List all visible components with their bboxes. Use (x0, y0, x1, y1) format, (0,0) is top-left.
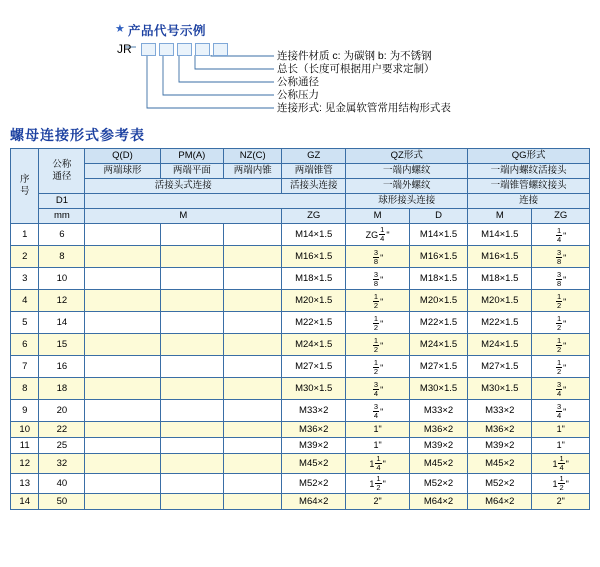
cell-nz-blank (224, 268, 282, 290)
cell-qz-d: M39×2 (468, 438, 532, 454)
cell-gz-zg: $\frac{3}{8}$ " (346, 268, 410, 290)
cell-q-blank (85, 312, 160, 334)
code-box (195, 43, 210, 56)
cell-dn: 14 (39, 312, 85, 334)
cell-gz-m: M52×2 (282, 474, 346, 494)
cell-pm-blank (160, 224, 224, 246)
cell-qz-d: M18×1.5 (468, 268, 532, 290)
cell-gz-zg: ZG $\frac{1}{4}$ " (346, 224, 410, 246)
cell-seq: 8 (11, 378, 39, 400)
cell-nz-blank (224, 474, 282, 494)
header-group-q: Q(D) (85, 149, 160, 164)
cell-qg-m: $\frac{1}{2}$ " (532, 334, 590, 356)
cell-gz-m: M39×2 (282, 438, 346, 454)
cell-nz-blank (224, 290, 282, 312)
cell-qz-d: M14×1.5 (468, 224, 532, 246)
cell-pm-blank (160, 400, 224, 422)
cell-qz-d: M52×2 (468, 474, 532, 494)
cell-dn: 6 (39, 224, 85, 246)
cell-gz-m: M20×1.5 (282, 290, 346, 312)
header-group-qg: QG形式 (468, 149, 590, 164)
cell-seq: 12 (11, 454, 39, 474)
cell-qz-m: M18×1.5 (409, 268, 467, 290)
header-group-pm: PM(A) (160, 149, 224, 164)
cell-dn: 40 (39, 474, 85, 494)
cell-gz-m: M22×1.5 (282, 312, 346, 334)
cell-pm-blank (160, 312, 224, 334)
header-ball-joint-connection: 球形接头连接 (346, 194, 468, 209)
cell-gz-m: M36×2 (282, 422, 346, 438)
table-header-row (11, 209, 590, 224)
cell-dn: 20 (39, 400, 85, 422)
cell-gz-zg: $\frac{1}{2}$ " (346, 312, 410, 334)
cell-gz-zg: $\frac{3}{4}$ " (346, 378, 410, 400)
legend-nominal-pressure: 公称压力 (277, 89, 319, 101)
cell-gz-m: M33×2 (282, 400, 346, 422)
cell-qg-m: $\frac{1}{2}$ " (532, 356, 590, 378)
cell-q-blank (85, 422, 160, 438)
cell-pm-blank (160, 290, 224, 312)
cell-gz-zg: 2" (346, 494, 410, 510)
cell-seq: 7 (11, 356, 39, 378)
cell-nz-blank (224, 422, 282, 438)
cell-q-blank (85, 474, 160, 494)
cell-pm-blank (160, 356, 224, 378)
cell-seq: 11 (11, 438, 39, 454)
cell-qz-d: M24×1.5 (468, 334, 532, 356)
cell-qg-m: $\frac{1}{4}$ " (532, 224, 590, 246)
cell-pm-blank (160, 246, 224, 268)
cell-q-blank (85, 494, 160, 510)
header-dn (39, 149, 85, 194)
star-icon: ★ (115, 23, 125, 35)
table-row (11, 400, 590, 422)
code-box (159, 43, 174, 56)
table-row (11, 246, 590, 268)
header-seq-line2: 号 (19, 186, 30, 197)
cell-qz-m: M52×2 (409, 474, 467, 494)
header-group-qz: QZ形式 (346, 149, 468, 164)
cell-qg-m: $\frac{3}{8}$ " (532, 268, 590, 290)
cell-qz-m: M45×2 (409, 454, 467, 474)
cell-qz-d: M16×1.5 (468, 246, 532, 268)
table-row (11, 454, 590, 474)
cell-gz-m: M18×1.5 (282, 268, 346, 290)
cell-qz-m: M22×1.5 (409, 312, 467, 334)
header-unit-d: D (409, 209, 467, 224)
cell-gz-zg: $\frac{1}{2}$ " (346, 334, 410, 356)
cell-qg-m: 1 $\frac{1}{4}$ " (532, 454, 590, 474)
cell-nz-blank (224, 400, 282, 422)
cell-gz-zg: $\frac{1}{2}$ " (346, 290, 410, 312)
legend-nominal-diameter: 公称通径 (277, 76, 319, 88)
cell-nz-blank (224, 224, 282, 246)
header-pm-desc: 两端平面 (160, 164, 224, 179)
header-unit-m-2: M (346, 209, 410, 224)
header-unit-mm: mm (39, 209, 85, 224)
cell-gz-zg: 1 $\frac{1}{2}$ " (346, 474, 410, 494)
cell-pm-blank (160, 474, 224, 494)
cell-nz-blank (224, 494, 282, 510)
table-row (11, 312, 590, 334)
cell-qg-m: $\frac{3}{4}$ " (532, 400, 590, 422)
legend-material: 连接件材质 c: 为碳钢 b: 为不锈钢 (277, 50, 432, 62)
cell-pm-blank (160, 422, 224, 438)
cell-qz-d: M27×1.5 (468, 356, 532, 378)
cell-dn: 15 (39, 334, 85, 356)
cell-qz-d: M20×1.5 (468, 290, 532, 312)
cell-qg-m: 1" (532, 438, 590, 454)
header-dn-line2: 通径 (52, 171, 72, 182)
cell-qg-m: $\frac{1}{2}$ " (532, 290, 590, 312)
table-row (11, 494, 590, 510)
header-seq-line1: 序 (19, 174, 30, 185)
header-unit-m-3: M (468, 209, 532, 224)
cell-nz-blank (224, 378, 282, 400)
cell-qz-d: M36×2 (468, 422, 532, 438)
table-row (11, 474, 590, 494)
cell-qg-m: $\frac{1}{2}$ " (532, 312, 590, 334)
cell-dn: 50 (39, 494, 85, 510)
cell-seq: 5 (11, 312, 39, 334)
cell-qz-m: M30×1.5 (409, 378, 467, 400)
cell-qz-m: M64×2 (409, 494, 467, 510)
cell-nz-blank (224, 356, 282, 378)
cell-gz-m: M16×1.5 (282, 246, 346, 268)
cell-dn: 10 (39, 268, 85, 290)
cell-dn: 32 (39, 454, 85, 474)
cell-dn: 18 (39, 378, 85, 400)
table-header-row (11, 164, 590, 179)
table-row (11, 334, 590, 356)
cell-gz-m: M30×1.5 (282, 378, 346, 400)
cell-pm-blank (160, 334, 224, 356)
cell-pm-blank (160, 438, 224, 454)
cell-gz-zg: $\frac{1}{2}$ " (346, 356, 410, 378)
header-group-gz: GZ (282, 149, 346, 164)
table-header-row (11, 194, 590, 209)
header-blank (85, 194, 346, 209)
cell-qz-m: M20×1.5 (409, 290, 467, 312)
table-row (11, 422, 590, 438)
cell-seq: 1 (11, 224, 39, 246)
cell-qz-m: M33×2 (409, 400, 467, 422)
cell-dn: 25 (39, 438, 85, 454)
cell-dn: 8 (39, 246, 85, 268)
cell-q-blank (85, 356, 160, 378)
cell-qz-d: M22×1.5 (468, 312, 532, 334)
header-dn-line1: 公称 (52, 159, 72, 170)
cell-dn: 12 (39, 290, 85, 312)
cell-qz-m: M16×1.5 (409, 246, 467, 268)
cell-pm-blank (160, 454, 224, 474)
cell-dn: 16 (39, 356, 85, 378)
table-row (11, 378, 590, 400)
cell-seq: 13 (11, 474, 39, 494)
cell-seq: 3 (11, 268, 39, 290)
cell-qz-m: M14×1.5 (409, 224, 467, 246)
table-row (11, 268, 590, 290)
cell-qz-d: M33×2 (468, 400, 532, 422)
header-qz-desc: 一端内螺纹 (346, 164, 468, 179)
cell-qz-m: M39×2 (409, 438, 467, 454)
cell-qg-m: $\frac{3}{8}$ " (532, 246, 590, 268)
table-row (11, 438, 590, 454)
cell-qg-m: $\frac{3}{4}$ " (532, 378, 590, 400)
cell-qz-m: M36×2 (409, 422, 467, 438)
cell-q-blank (85, 438, 160, 454)
legend-total-length: 总长（长度可根据用户要求定制） (277, 63, 435, 75)
cell-nz-blank (224, 438, 282, 454)
header-q-desc: 两端球形 (85, 164, 160, 179)
cell-seq: 4 (11, 290, 39, 312)
cell-pm-blank (160, 378, 224, 400)
product-code-diagram (0, 0, 600, 120)
cell-gz-zg: 1" (346, 422, 410, 438)
header-taper-pipe-thread: 一端锥管螺纹接头 (468, 179, 590, 194)
header-union-connection-2: 活接头连接 (282, 179, 346, 194)
table-header-row (11, 149, 590, 164)
header-unit-m: M (85, 209, 282, 224)
header-union-connection: 活接头式连接 (85, 179, 282, 194)
header-qg-desc: 一端内螺纹活接头 (468, 164, 590, 179)
table-header-row (11, 179, 590, 194)
header-group-nz: NZ(C) (224, 149, 282, 164)
cell-gz-m: M64×2 (282, 494, 346, 510)
cell-pm-blank (160, 268, 224, 290)
table-title: 螺母连接形式参考表 (10, 127, 145, 143)
cell-q-blank (85, 268, 160, 290)
cell-seq: 2 (11, 246, 39, 268)
cell-q-blank (85, 378, 160, 400)
cell-gz-zg: $\frac{3}{4}$ " (346, 400, 410, 422)
nut-connection-table (10, 148, 590, 510)
cell-seq: 9 (11, 400, 39, 422)
diagram-title: 产品代号示例 (128, 24, 207, 38)
legend-connection-type: 连接形式: 见金属软管常用结构形式表 (277, 102, 451, 114)
table-row (11, 224, 590, 246)
cell-nz-blank (224, 454, 282, 474)
product-code-prefix: JR (117, 42, 132, 56)
header-connection: 连接 (468, 194, 590, 209)
header-seq (11, 149, 39, 224)
header-unit-zg-2: ZG (532, 209, 590, 224)
header-d1: D1 (39, 194, 85, 209)
cell-gz-zg: 1 $\frac{1}{4}$ " (346, 454, 410, 474)
cell-qg-m: 1" (532, 422, 590, 438)
cell-qz-m: M24×1.5 (409, 334, 467, 356)
cell-dn: 22 (39, 422, 85, 438)
cell-qz-d: M45×2 (468, 454, 532, 474)
cell-q-blank (85, 400, 160, 422)
cell-q-blank (85, 246, 160, 268)
cell-gz-m: M27×1.5 (282, 356, 346, 378)
cell-q-blank (85, 334, 160, 356)
code-box (177, 43, 192, 56)
cell-q-blank (85, 454, 160, 474)
table-row (11, 356, 590, 378)
code-box (213, 43, 228, 56)
cell-seq: 10 (11, 422, 39, 438)
cell-seq: 6 (11, 334, 39, 356)
cell-q-blank (85, 290, 160, 312)
cell-gz-zg: 1" (346, 438, 410, 454)
cell-gz-m: M14×1.5 (282, 224, 346, 246)
header-gz-desc: 两端锥管 (282, 164, 346, 179)
cell-qg-m: 2" (532, 494, 590, 510)
table-row (11, 290, 590, 312)
header-unit-zg: ZG (282, 209, 346, 224)
header-nz-desc: 两端内锥 (224, 164, 282, 179)
cell-qz-d: M64×2 (468, 494, 532, 510)
cell-nz-blank (224, 334, 282, 356)
code-boxes (141, 43, 228, 56)
cell-qz-m: M27×1.5 (409, 356, 467, 378)
cell-nz-blank (224, 312, 282, 334)
cell-qg-m: 1 $\frac{1}{2}$ " (532, 474, 590, 494)
header-external-thread: 一端外螺纹 (346, 179, 468, 194)
cell-pm-blank (160, 494, 224, 510)
cell-q-blank (85, 224, 160, 246)
cell-gz-zg: $\frac{3}{8}$ " (346, 246, 410, 268)
cell-qz-d: M30×1.5 (468, 378, 532, 400)
cell-gz-m: M45×2 (282, 454, 346, 474)
cell-seq: 14 (11, 494, 39, 510)
cell-nz-blank (224, 246, 282, 268)
code-box (141, 43, 156, 56)
cell-gz-m: M24×1.5 (282, 334, 346, 356)
